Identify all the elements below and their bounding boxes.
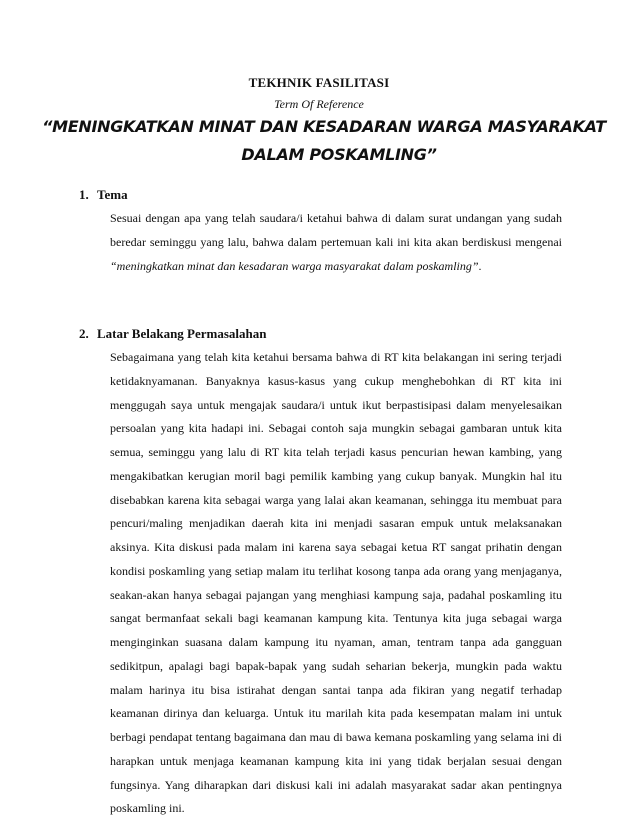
- body-text-end: .: [478, 258, 482, 273]
- section-body-tema: [110, 207, 562, 278]
- document-title: TEKHNIK FASILITASI: [248, 75, 390, 90]
- section-number: 2.: [79, 326, 89, 341]
- section-heading-tema: [79, 187, 128, 203]
- section-title: Tema: [97, 187, 128, 202]
- section-number: 1.: [79, 187, 89, 202]
- body-text: Sesuai dengan apa yang telah saudara/i ketahui bahwa di dalam surat undangan yang sudah beredar seminggu yang lalu, bahwa dalam pertemuan kali ini kita akan berdiskusi mengenai: [110, 211, 562, 249]
- section-heading-latar-belakang: [79, 326, 267, 342]
- main-title-line-2: DALAM POSKAMLING”: [241, 145, 437, 164]
- section-title: Latar Belakang Permasalahan: [97, 326, 267, 341]
- main-title-line-1: “MENINGKATKAN MINAT DAN KESADARAN WARGA MASYARAKAT: [42, 117, 606, 136]
- body-text-italic: “meningkatkan minat dan kesadaran warga masyarakat dalam poskamling”: [110, 258, 479, 273]
- document-subtitle: Term Of Reference: [274, 97, 364, 111]
- section-body-latar-belakang: Sebagaimana yang telah kita ketahui bersama bahwa di RT kita belakangan ini sering terjadi ketidaknyamanan. Banyaknya kasus-kasus yang cukup menghebohkan di RT kita ini menggugah saya untuk mengajak saudara/i untuk ikut berpastisipasi dalam menyelesaikan persoalan yang kita hadapi ini. Sebagai contoh saja mungkin sebagai gambaran untuk kita semua, seminggu yang lalu di RT kita telah terjadi kasus pencurian hewan kambing, yang mengakibatkan kerugian moril bagi pemilik kambing yang cukup banyak. Mungkin hal itu disebabkan karena kita sebagai warga yang lalai akan keamanan, sehingga itu membuat para pencuri/maling menjadikan daerah kita ini menjadi sasaran empuk untuk melaksanakan aksinya. Kita diskusi pada malam ini karena saya sebagai ketua RT sangat prihatin dengan kondisi poskamling yang setiap malam itu terlihat kosong tanpa ada orang yang menjaganya, seakan-akan hanya sebagai pajangan yang menghiasi kampung saja, padahal poskamling itu sangat bermanfaat sekali bagi keamanan kampung kita. Tentunya kita juga sebagai warga menginginkan suasana dalam kampung itu nyaman, aman, tentram tanpa ada gangguan sedikitpun, apalagi bagi bapak-bapak yang sudah seharian bekerja, mungkin pada waktu malam harinya itu bisa istirahat dengan santai tanpa ada fikiran yang negatif terhadap keamanan dirinya dan keluarga. Untuk itu marilah kita pada kesempatan malam ini untuk berbagi pendapat tentang bagaimana dan mau di bawa kemana poskamling yang selama ini di harapkan untuk menjaga keamanan kampung kita ini yang tidak berjalan sesuai dengan fungsinya. Yang diharapkan dari diskusi kali ini adalah masyarakat sadar akan pentingnya poskamling ini.: [110, 350, 562, 816]
